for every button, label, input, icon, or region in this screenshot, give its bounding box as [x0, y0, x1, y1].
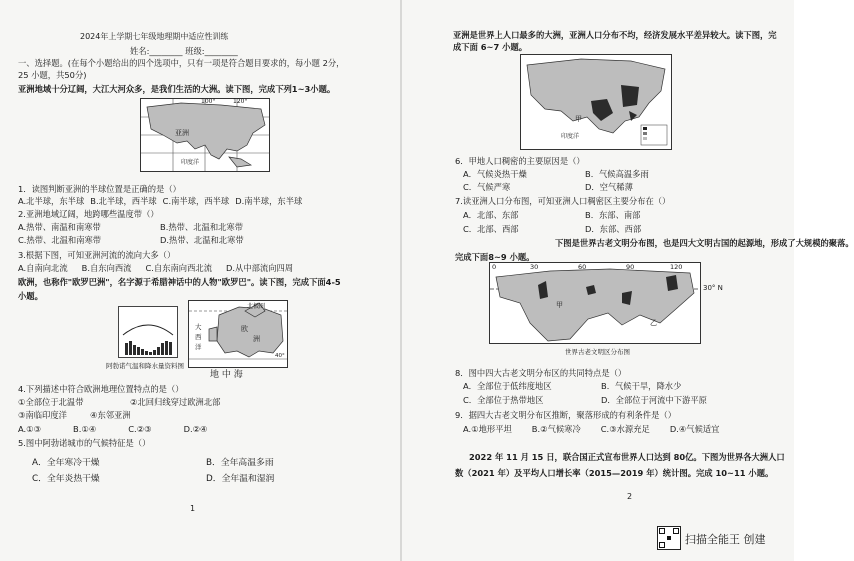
- map-label-120: 120°: [233, 98, 248, 105]
- intro-world-population-cont: 数（2021 年）及平均人口增长率（2015—2019 年）统计图。完成 10~11 小题。: [455, 468, 774, 478]
- q3-option-d[interactable]: D.从中部流向四周: [226, 263, 294, 273]
- map-label-arctic-circle: 北极圈: [247, 303, 266, 310]
- section1-instructions-cont: 25 小题，共50分): [18, 70, 87, 80]
- q8-option-b[interactable]: B．气候干旱，降水少: [601, 381, 682, 391]
- intro-world-population: 2022 年 11 月 15 日，联合国正式宣布世界人口达到 80亿。下图为世界各大洲人口: [469, 452, 785, 462]
- page-fold: [400, 0, 402, 561]
- intro-population-cont: 成下面 6~7 小题。: [453, 42, 528, 52]
- climate-chart: [118, 306, 178, 358]
- q5-option-c[interactable]: C．全年炎热干燥: [32, 474, 100, 484]
- intro-population: 亚洲是世界上人口最多的大洲，亚洲人口分布不均，经济发展水平差异较大。读下图，完: [453, 30, 777, 40]
- map-label-30n: 30° N: [703, 284, 723, 292]
- map-label-100: 100°: [201, 98, 216, 105]
- climate-chart-svg: [119, 307, 177, 357]
- civilization-map-caption: 世界古老文明区分布图: [565, 348, 630, 356]
- civilization-map: [489, 262, 701, 344]
- q2-stem: 2.亚洲地域辽阔，地跨哪些温度带（）: [18, 209, 159, 219]
- map-label-lon-30: 30: [530, 263, 539, 271]
- q8-option-c[interactable]: C．全部位于热带地区: [463, 395, 544, 405]
- q6-stem: 6．甲地人口稠密的主要原因是（）: [455, 156, 585, 166]
- q1-option-a[interactable]: A.北半球，东半球: [18, 196, 85, 206]
- map-label-europe-2: 洲: [253, 335, 260, 343]
- asia-population-map: [520, 54, 672, 150]
- map-label-atlantic-2: 西: [195, 333, 202, 341]
- exam-header: 2024年上学期七年级地理期中适应性训练: [80, 32, 229, 41]
- scanner-watermark: 扫描全能王 创建: [685, 533, 766, 546]
- map-label-atlantic-3: 洋: [195, 343, 202, 351]
- q6-option-c[interactable]: C．气候严寒: [463, 182, 511, 192]
- asia-map: [140, 98, 270, 172]
- q9-option-c[interactable]: C.③水源充足: [600, 424, 650, 434]
- intro-europe: 欧洲，也称作"欧罗巴洲"，名字源于希腊神话中的人物"欧罗巴"。读下图，完成下面4-5: [18, 277, 341, 287]
- q7-option-b[interactable]: B．东部、南部: [585, 210, 641, 220]
- intro-civilization-cont: 完成下面8~9 小题。: [455, 252, 535, 262]
- map-label-lon-60: 60: [578, 263, 587, 271]
- q4-item-3: ③南临印度洋: [18, 410, 67, 420]
- right-page: [405, 0, 854, 561]
- page-number-2: 2: [627, 492, 633, 501]
- q6-option-a[interactable]: A．气候炎热干燥: [463, 169, 527, 179]
- intro-asia: 亚洲地域十分辽阔，大江大河众多，是我们生活的大洲。读下图，完成下列1~3小题。: [18, 84, 336, 94]
- name-class-line: 姓名:________ 班级:________: [130, 46, 238, 56]
- q3-option-b[interactable]: B.自东向西流: [81, 263, 132, 273]
- section1-instructions: 一、选择题。(在每个小题给出的四个选项中，只有一项是符合题目要求的，每小题 2分，: [18, 58, 345, 68]
- q5-option-b[interactable]: B．全年高温多雨: [206, 458, 274, 468]
- q6-option-b[interactable]: B．气候高温多雨: [585, 169, 649, 179]
- q4-item-1: ①全部位于北温带: [18, 397, 84, 407]
- q2-option-d[interactable]: D.热带、北温和北寒带: [160, 235, 244, 245]
- q4-item-4: ④东邻亚洲: [90, 410, 131, 420]
- q7-option-a[interactable]: A．北部、东部: [463, 210, 519, 220]
- q9-stem: 9．据四大古老文明分布区推断，聚落形成的有利条件是（）: [455, 410, 676, 420]
- map-label-indian-ocean-2: 印度洋: [561, 133, 580, 140]
- q8-option-d[interactable]: D．全部位于河流中下游平原: [601, 395, 707, 405]
- intro-europe-cont: 小题。: [18, 291, 43, 301]
- map-label-40: 40°: [275, 353, 285, 359]
- q4-option-b[interactable]: B.①④: [73, 424, 97, 434]
- q4-stem: 4.下列描述中符合欧洲地理位置特点的是（）: [18, 384, 184, 394]
- q4-option-a[interactable]: A.①③: [18, 424, 42, 434]
- q7-option-d[interactable]: D．东部、西部: [585, 224, 642, 234]
- q8-stem: 8．图中四大古老文明分布区的共同特点是（）: [455, 368, 627, 378]
- map-label-jia: 甲: [575, 115, 582, 123]
- map-label-lon-120: 120: [670, 263, 683, 271]
- intro-civilization: 下图是世界古老文明分布图，也是四大文明古国的起源地，形成了大规模的聚落。: [555, 238, 854, 248]
- q7-stem: 7.读亚洲人口分布图，可知亚洲人口稠密区主要分布在（）: [455, 196, 671, 206]
- q5-option-a[interactable]: A．全年寒冷干燥: [32, 458, 100, 468]
- map-label-indian-ocean: 印度洋: [181, 159, 200, 166]
- asia-population-map-svg: [521, 55, 671, 149]
- q9-options: [463, 424, 719, 434]
- q9-option-b[interactable]: B.②气候寒冷: [531, 424, 581, 434]
- map-label-asia: 亚洲: [175, 129, 189, 137]
- q3-option-c[interactable]: C.自东南向西北流: [145, 263, 212, 273]
- qr-code-icon: [657, 526, 681, 550]
- europe-map-svg: [189, 301, 287, 367]
- q3-options: [18, 263, 293, 273]
- civilization-map-svg: [490, 263, 700, 343]
- q1-option-c[interactable]: C.南半球，西半球: [162, 196, 230, 206]
- left-page: [10, 0, 400, 561]
- q4-item-2: ②北回归线穿过欧洲北部: [130, 397, 221, 407]
- q2-option-a[interactable]: A.热带、南温和南寒带: [18, 222, 101, 232]
- q6-option-d[interactable]: D．空气稀薄: [585, 182, 633, 192]
- map-label-lon-90: 90: [626, 263, 635, 271]
- q4-option-c[interactable]: C.②③: [128, 424, 152, 434]
- q7-option-c[interactable]: C．北部、西部: [463, 224, 519, 234]
- q5-stem: 5.图中阿勃诺城市的气候特征是（）: [18, 438, 151, 448]
- q9-option-a[interactable]: A.①地形平坦: [463, 424, 512, 434]
- q2-option-c[interactable]: C.热带、北温和南寒带: [18, 235, 102, 245]
- q8-option-a[interactable]: A．全部位于低纬度地区: [463, 381, 552, 391]
- europe-map: [188, 300, 288, 368]
- q1-option-d[interactable]: D.南半球，东半球: [235, 196, 303, 206]
- q3-stem: 3.根据下图，可知亚洲河流的流向大多（）: [18, 250, 176, 260]
- q3-option-a[interactable]: A.自南向北流: [18, 263, 68, 273]
- q9-option-d[interactable]: D.④气候适宜: [669, 424, 720, 434]
- map-label-jia-2: 甲: [556, 301, 563, 309]
- asia-map-svg: [141, 99, 269, 171]
- q1-options: [18, 196, 302, 206]
- page-number-1: 1: [190, 504, 196, 513]
- q4-option-d[interactable]: D.②④: [183, 424, 208, 434]
- q1-stem: 1．读图判断亚洲的半球位置是正确的是（）: [18, 184, 181, 194]
- q5-option-d[interactable]: D．全年温和湿润: [206, 474, 275, 484]
- q2-option-b[interactable]: B.热带、北温和北寒带: [160, 222, 244, 232]
- climate-chart-caption: 阿勃诺气温和降水量资料图: [106, 362, 184, 370]
- map-label-europe-1: 欧: [241, 325, 248, 333]
- q4-options: [18, 424, 207, 434]
- map-label-atlantic-1: 大: [195, 323, 202, 331]
- map-label-lon-0: 0: [492, 263, 497, 271]
- map-label-mediterranean: 地 中 海: [210, 370, 243, 380]
- q1-option-b[interactable]: B.北半球，西半球: [90, 196, 157, 206]
- map-label-yi: 乙: [650, 319, 657, 327]
